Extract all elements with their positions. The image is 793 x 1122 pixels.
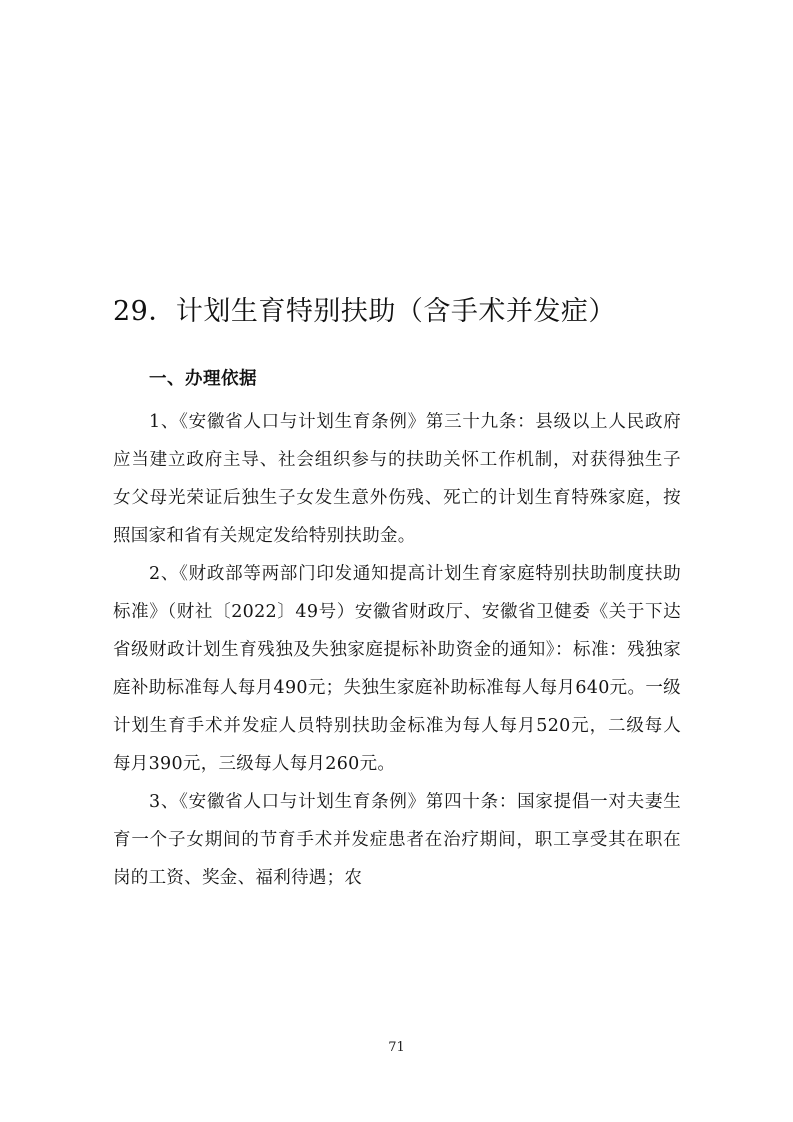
paragraph-3: 3、《安徽省人口与计划生育条例》第四十条：国家提倡一对夫妻生育一个子女期间的节育手术并发症患者在治疗期间，职工享受其在职在岗的工资、奖金、福利待遇；农 [113, 792, 681, 888]
paragraph-1: 1、《安徽省人口与计划生育条例》第三十九条：县级以上人民政府应当建立政府主导、社会组织参与的扶助关怀工作机制，对获得独生子女父母光荣证后独生子女发生意外伤残、死亡的计划生育特殊家庭，按照国家和省有关规定发给特别扶助金。 [113, 412, 681, 546]
page-number: 71 [388, 1040, 405, 1055]
paragraph-2: 2、《财政部等两部门印发通知提高计划生育家庭特别扶助制度扶助标准》（财社〔2022〕49号）安徽省财政厅、安徽省卫健委《关于下达省级财政计划生育残独及失独家庭提标补助资金的通知》：标准：残独家庭补助标准每人每月490元；失独生家庭补助标准每人每月640元。一级计划生育手术并发症人员特别扶助金标准为每人每月520元，二级每人每月390元，三级每人每月260元。 [113, 564, 681, 774]
section-heading-basis: 一、办理依据 [149, 369, 257, 389]
page-title: 29．计划生育特别扶助（含手术并发症） [113, 296, 616, 327]
document-body [113, 292, 681, 897]
